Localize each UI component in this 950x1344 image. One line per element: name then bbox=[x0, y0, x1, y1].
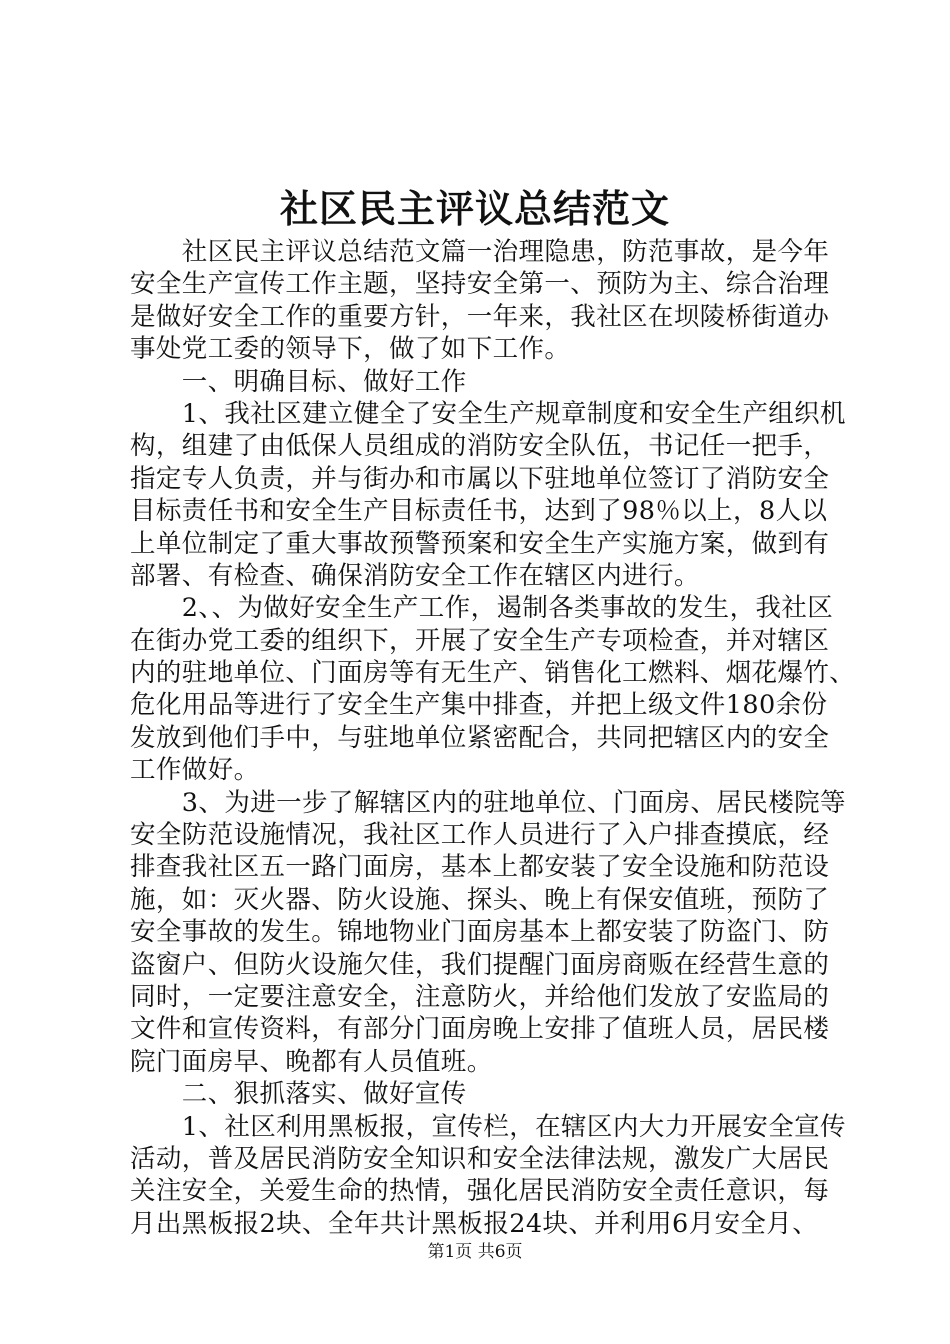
body-line: 关注安全，关爱生命的热情，强化居民消防安全责任意识，每 bbox=[130, 1176, 830, 1207]
document-title: 社区民主评议总结范文 bbox=[279, 186, 670, 231]
body-line: 安全事故的发生。锦地物业门面房基本上都安装了防盗门、防 bbox=[130, 917, 830, 948]
body-line: 二、狠抓落实、做好宣传 bbox=[130, 1079, 467, 1110]
body-line: 在街办党工委的组织下，开展了安全生产专项检查，并对辖区 bbox=[130, 625, 830, 656]
body-line: 院门面房早、晚都有人员值班。 bbox=[130, 1046, 493, 1077]
page-footer: 第1页 共6页 bbox=[427, 1242, 523, 1262]
body-line: 事处党工委的领导下，做了如下工作。 bbox=[130, 334, 571, 365]
body-line: 发放到他们手中，与驻地单位紧密配合，共同把辖区内的安全 bbox=[130, 722, 830, 753]
body-line: 构，组建了由低保人员组成的消防安全队伍，书记任一把手， bbox=[130, 431, 830, 462]
body-line: 社区民主评议总结范文篇一治理隐患，防范事故，是今年 bbox=[130, 237, 830, 267]
body-line: 1、我社区建立健全了安全生产规章制度和安全生产组织机 bbox=[130, 398, 846, 429]
document-body bbox=[130, 236, 856, 1240]
body-line: 是做好安全工作的重要方针，一年来，我社区在坝陵桥街道办 bbox=[130, 301, 830, 332]
body-line: 排查我社区五一路门面房，基本上都安装了安全设施和防范设 bbox=[130, 852, 830, 883]
body-line: 施，如：灭火器、防火设施、探头、晚上有保安值班，预防了 bbox=[130, 884, 830, 915]
body-line: 目标责任书和安全生产目标责任书，达到了98％以上，8人以 bbox=[130, 496, 828, 527]
body-line: 文件和宣传资料，有部分门面房晚上安排了值班人员，居民楼 bbox=[130, 1014, 830, 1045]
body-line: 2、、为做好安全生产工作，遏制各类事故的发生，我社区 bbox=[130, 593, 834, 624]
body-line: 活动，普及居民消防安全知识和安全法律法规，激发广大居民 bbox=[130, 1143, 830, 1174]
body-line: 工作做好。 bbox=[130, 755, 260, 786]
body-line: 安全生产宣传工作主题，坚持安全第一、预防为主、综合治理 bbox=[130, 269, 830, 300]
body-line: 指定专人负责，并与街办和市属以下驻地单位签订了消防安全 bbox=[130, 463, 830, 494]
body-line: 上单位制定了重大事故预警预案和安全生产实施方案，做到有 bbox=[130, 528, 830, 559]
body-line: 部署、有检查、确保消防安全工作在辖区内进行。 bbox=[130, 560, 700, 591]
body-line: 安全防范设施情况，我社区工作人员进行了入户排查摸底，经 bbox=[130, 820, 830, 851]
body-line: 同时，一定要注意安全，注意防火，并给他们发放了安监局的 bbox=[130, 981, 830, 1012]
body-line: 内的驻地单位、门面房等有无生产、销售化工燃料、烟花爆竹、 bbox=[130, 658, 856, 689]
body-line: 3、为进一步了解辖区内的驻地单位、门面房、居民楼院等 bbox=[130, 787, 846, 818]
body-line: 月出黑板报2块、全年共计黑板报24块、并利用6月安全月、 bbox=[130, 1208, 819, 1239]
body-line: 危化用品等进行了安全生产集中排查，并把上级文件180余份 bbox=[130, 690, 828, 721]
body-line: 1、社区利用黑板报，宣传栏，在辖区内大力开展安全宣传 bbox=[130, 1111, 846, 1142]
body-line: 盗窗户、但防火设施欠佳，我们提醒门面房商贩在经营生意的 bbox=[130, 949, 830, 980]
body-line: 一、明确目标、做好工作 bbox=[130, 366, 467, 397]
